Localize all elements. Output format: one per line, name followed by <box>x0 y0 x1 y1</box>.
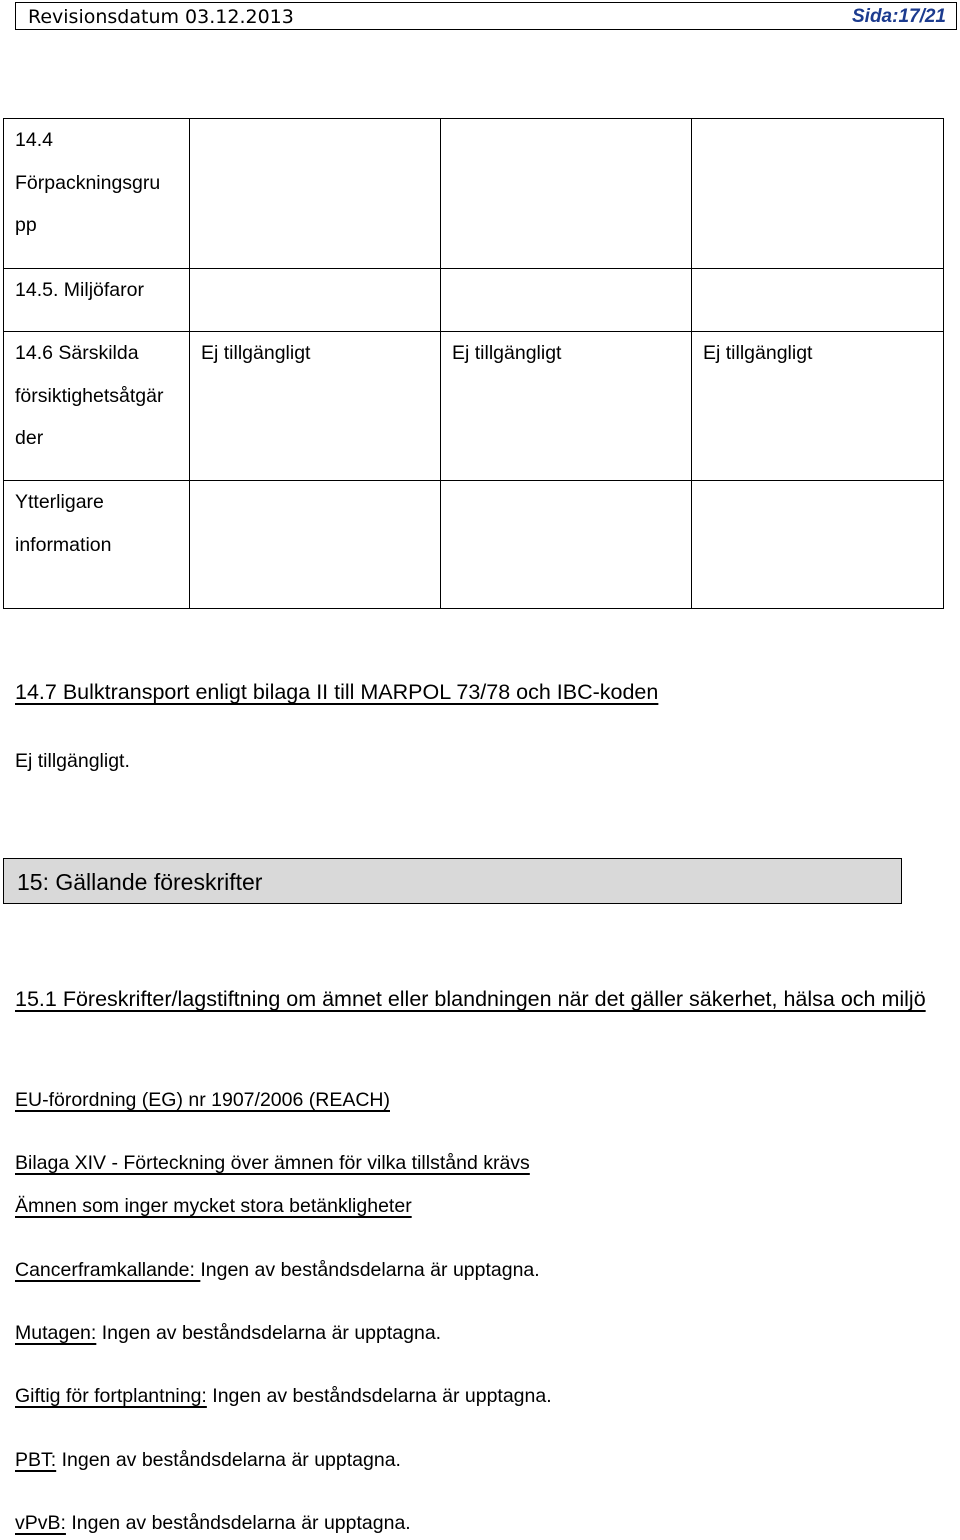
label-line: 14.5. Miljöfaror <box>15 279 144 301</box>
table-cell <box>692 481 944 609</box>
item-label: Giftig för fortplantning: <box>15 1385 207 1407</box>
table-cell <box>441 481 692 609</box>
mutagen-item <box>15 1322 441 1345</box>
label-line: pp <box>15 214 37 236</box>
table-row <box>4 481 944 609</box>
label-line: Förpackningsgru <box>15 171 161 194</box>
revision-date: Revisionsdatum 03.12.2013 <box>28 6 294 28</box>
vpvb-item <box>15 1512 411 1535</box>
reproductive-toxicity-item <box>15 1385 552 1408</box>
label-line: Ytterligare <box>15 491 104 513</box>
svhc-heading: Ämnen som inger mycket stora betänkligheter <box>15 1195 412 1217</box>
table-cell <box>190 481 441 609</box>
table-cell <box>441 119 692 269</box>
row-label-additional-information <box>4 481 190 609</box>
transport-table <box>3 118 944 609</box>
reach-regulation: EU-förordning (EG) nr 1907/2006 (REACH) <box>15 1089 390 1111</box>
table-cell: Ej tillgängligt <box>190 332 441 481</box>
table-cell <box>441 269 692 332</box>
table-row <box>4 269 944 332</box>
item-label: PBT: <box>15 1449 57 1471</box>
table-row <box>4 332 944 481</box>
section-15-1-heading: 15.1 Föreskrifter/lagstiftning om ämnet eller blandningen när det gäller säkerhet, hälsa och miljö <box>15 987 926 1011</box>
section-15-banner <box>3 858 902 904</box>
table-cell: Ej tillgängligt <box>692 332 944 481</box>
item-text: Ingen av beståndsdelarna är upptagna. <box>56 1449 401 1471</box>
label-line: 14.4 <box>15 129 53 151</box>
item-text: Ingen av beståndsdelarna är upptagna. <box>65 1512 411 1534</box>
pbt-item <box>15 1449 401 1472</box>
item-label: vPvB: <box>15 1512 66 1534</box>
item-text: Ingen av beståndsdelarna är upptagna. <box>206 1385 552 1407</box>
row-label-packing-group <box>4 119 190 269</box>
section-14-7-heading: 14.7 Bulktransport enligt bilaga II till MARPOL 73/78 och IBC-koden <box>15 680 659 704</box>
table-cell <box>692 119 944 269</box>
section-14-7-text: Ej tillgängligt. <box>15 750 130 772</box>
item-label: Mutagen: <box>15 1322 97 1344</box>
carcinogenic-item <box>15 1259 540 1282</box>
label-line: der <box>15 427 44 449</box>
label-line: information <box>15 533 112 556</box>
page-number: Sida:17/21 <box>852 6 946 27</box>
item-text: Ingen av beståndsdelarna är upptagna. <box>200 1259 540 1281</box>
page-header <box>15 2 957 30</box>
label-line: 14.6 Särskilda <box>15 342 139 364</box>
table-cell <box>190 269 441 332</box>
table-row <box>4 119 944 269</box>
table-cell: Ej tillgängligt <box>441 332 692 481</box>
row-label-environmental-hazards <box>4 269 190 332</box>
item-label: Cancerframkallande: <box>15 1259 201 1281</box>
annex-xiv-heading: Bilaga XIV - Förteckning över ämnen för vilka tillstånd krävs <box>15 1152 530 1174</box>
table-cell <box>692 269 944 332</box>
table-cell <box>190 119 441 269</box>
row-label-special-precautions <box>4 332 190 481</box>
item-text: Ingen av beståndsdelarna är upptagna. <box>96 1322 442 1344</box>
section-15-title: 15: Gällande föreskrifter <box>17 869 263 895</box>
label-line: försiktighetsåtgär <box>15 384 164 407</box>
